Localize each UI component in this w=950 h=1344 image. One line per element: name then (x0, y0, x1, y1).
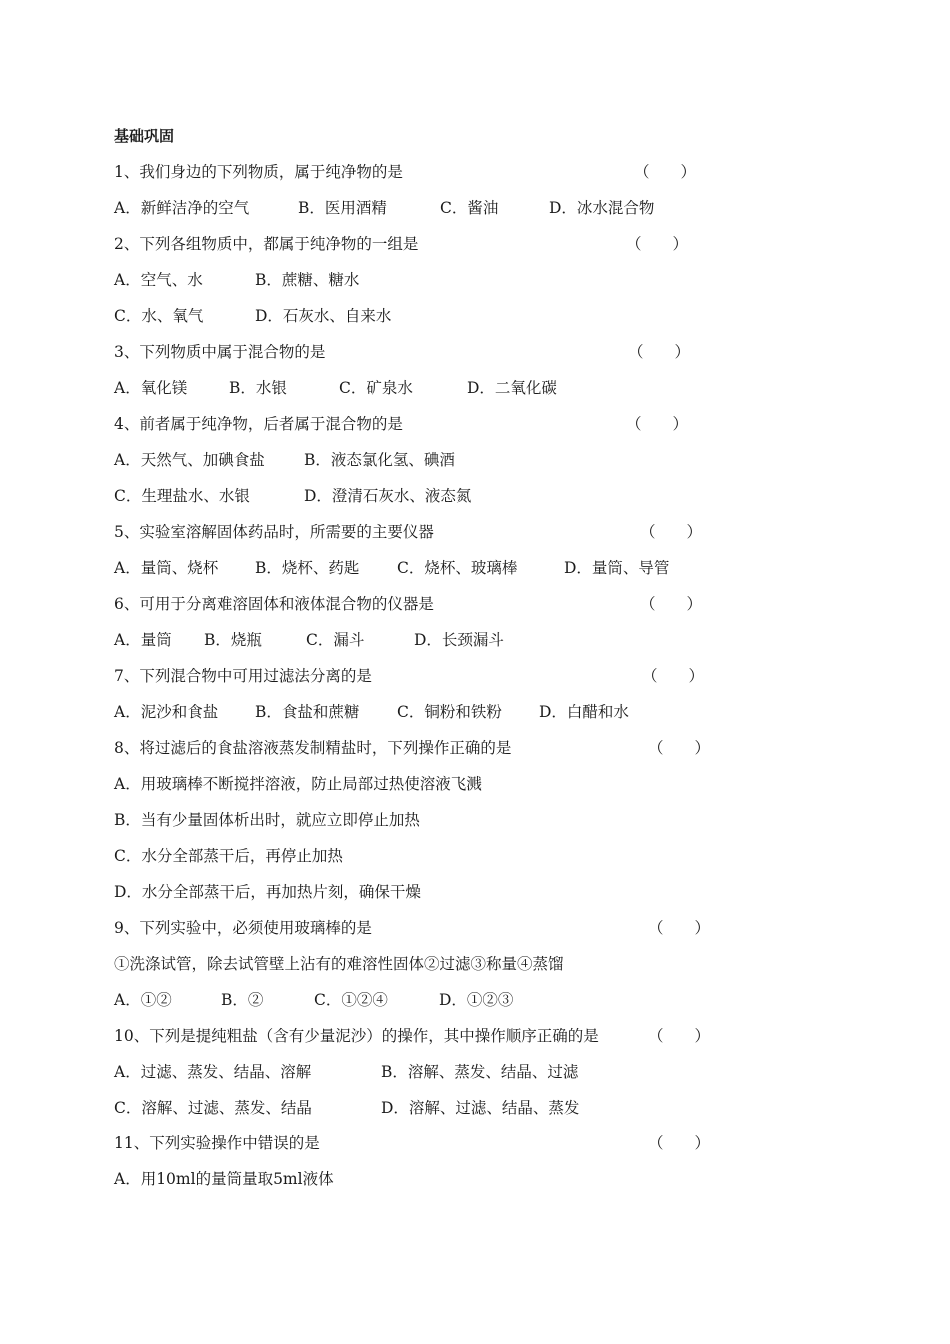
option-c: C．水、氧气 (114, 307, 204, 325)
stem-text: 8、将过滤后的食盐溶液蒸发制精盐时，下列操作正确的是 (114, 739, 512, 757)
stem-text: 10、下列是提纯粗盐（含有少量泥沙）的操作，其中操作顺序正确的是 (114, 1027, 599, 1045)
option-a: A．泥沙和食盐 (114, 703, 219, 721)
answer-parentheses: （ ） (642, 667, 705, 685)
stem-text: 4、前者属于纯净物，后者属于混合物的是 (114, 415, 403, 433)
stem-text: 3、下列物质中属于混合物的是 (114, 343, 326, 361)
option-c: C．铜粉和铁粉 (397, 703, 502, 721)
option-a: A．天然气、加碘食盐 (114, 451, 265, 469)
option-b: B．当有少量固体析出时，就应立即停止加热 (114, 811, 420, 829)
answer-parentheses: （ ） (626, 415, 689, 433)
answer-parentheses: （ ） (640, 595, 703, 613)
option-b: B．水银 (229, 379, 287, 397)
option-c: C．生理盐水、水银 (114, 487, 250, 505)
stem-text: 11、下列实验操作中错误的是 (114, 1134, 320, 1152)
option-d: D．澄清石灰水、液态氮 (304, 487, 472, 505)
stem-text: 7、下列混合物中可用过滤法分离的是 (114, 667, 372, 685)
option-a: A．新鲜洁净的空气 (114, 199, 250, 217)
stem-text: 5、实验室溶解固体药品时，所需要的主要仪器 (114, 523, 434, 541)
option-b: B．蔗糖、糖水 (255, 271, 360, 289)
option-d: D．长颈漏斗 (414, 631, 504, 649)
option-c: C．烧杯、玻璃棒 (397, 559, 518, 577)
option-c: C．①②④ (314, 991, 388, 1009)
option-b: B．食盐和蔗糖 (255, 703, 360, 721)
option-b: B．医用酒精 (298, 199, 387, 217)
option-a: A．量筒 (114, 631, 172, 649)
option-a: A．用玻璃棒不断搅拌溶液，防止局部过热使溶液飞溅 (114, 775, 482, 793)
option-a: A．①② (114, 991, 172, 1009)
option-c: C．漏斗 (306, 631, 365, 649)
section-title: 基础巩固 (114, 127, 175, 145)
option-d: D．冰水混合物 (549, 199, 655, 217)
answer-parentheses: （ ） (648, 739, 711, 757)
stem-text: 1、我们身边的下列物质，属于纯净物的是 (114, 163, 403, 181)
option-d: D．白醋和水 (539, 703, 629, 721)
option-d: D．量筒、导管 (564, 559, 670, 577)
stem-text: 2、下列各组物质中，都属于纯净物的一组是 (114, 235, 419, 253)
option-b: B．② (221, 991, 264, 1009)
option-b: B．烧瓶 (204, 631, 262, 649)
answer-parentheses: （ ） (640, 523, 703, 541)
answer-parentheses: （ ） (634, 163, 697, 181)
option-c: C．水分全部蒸干后，再停止加热 (114, 847, 343, 865)
option-b: B．烧杯、药匙 (255, 559, 360, 577)
answer-parentheses: （ ） (626, 235, 689, 253)
option-a: A．过滤、蒸发、结晶、溶解 (114, 1063, 312, 1081)
option-a: A．量筒、烧杯 (114, 559, 219, 577)
option-c: C．酱油 (440, 199, 499, 217)
option-a: A．空气、水 (114, 271, 203, 289)
item-list: ①洗涤试管，除去试管壁上沾有的难溶性固体②过滤③称量④蒸馏 (114, 955, 564, 973)
option-d: D．①②③ (439, 991, 514, 1009)
option-d: D．溶解、过滤、结晶、蒸发 (381, 1099, 580, 1117)
stem-text: 6、可用于分离难溶固体和液体混合物的仪器是 (114, 595, 434, 613)
answer-parentheses: （ ） (648, 919, 711, 937)
option-c: C．溶解、过滤、蒸发、结晶 (114, 1099, 312, 1117)
option-d: D．二氧化碳 (467, 379, 557, 397)
answer-parentheses: （ ） (628, 343, 691, 361)
option-d: D．水分全部蒸干后，再加热片刻，确保干燥 (114, 883, 421, 901)
option-b: B．液态氯化氢、碘酒 (304, 451, 455, 469)
stem-text: 9、下列实验中，必须使用玻璃棒的是 (114, 919, 372, 937)
answer-parentheses: （ ） (648, 1027, 711, 1045)
option-c: C．矿泉水 (339, 379, 413, 397)
option-d: D．石灰水、自来水 (255, 307, 392, 325)
answer-parentheses: （ ） (648, 1134, 711, 1152)
option-a: A．用10ml的量筒量取5ml液体 (114, 1170, 334, 1188)
option-b: B．溶解、蒸发、结晶、过滤 (381, 1063, 579, 1081)
option-a: A．氧化镁 (114, 379, 188, 397)
